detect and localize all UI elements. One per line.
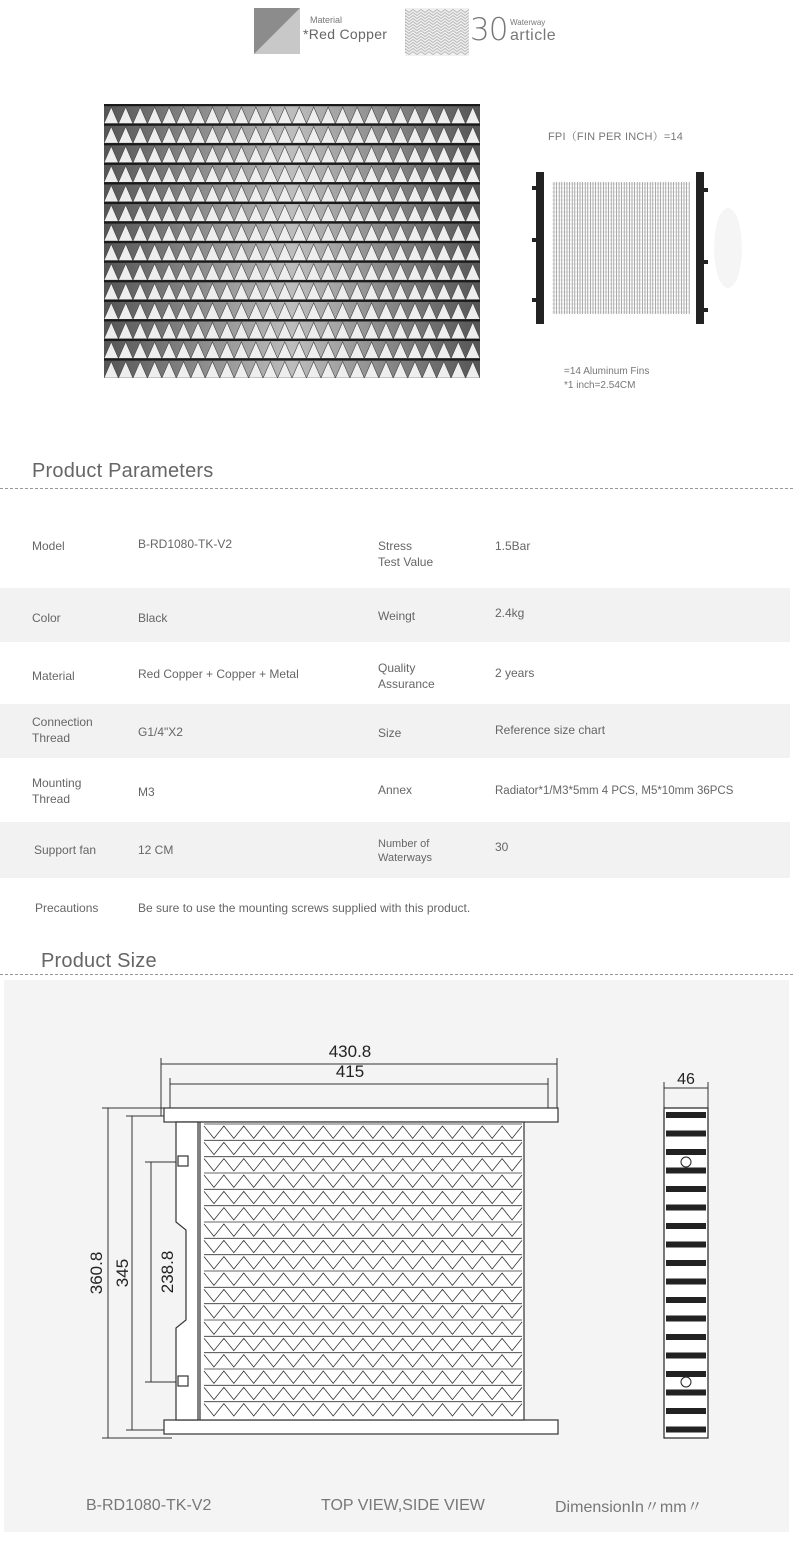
param-row-precautions <box>0 884 790 930</box>
param-label: Annex <box>378 783 413 797</box>
waterway-article: article <box>510 27 557 44</box>
param-row-fan <box>0 822 790 878</box>
param-label: Color <box>32 611 61 625</box>
fin-closeup-image <box>104 104 480 378</box>
precautions-value: Be sure to use the mounting screws supplied with this product. <box>138 901 471 915</box>
param-value: 2 years <box>495 666 535 680</box>
material-swatch-icon <box>254 8 300 54</box>
param-row-mounting <box>0 762 790 820</box>
param-label: Number of Waterways <box>378 838 432 864</box>
param-value: 1.5Bar <box>495 539 531 553</box>
waterway-number: 30 <box>470 12 508 48</box>
fin-side-view-image <box>530 168 750 328</box>
param-value: M3 <box>138 785 155 799</box>
size-title: Product Size <box>41 950 157 972</box>
caption-view: TOP VIEW,SIDE VIEW <box>321 1497 485 1514</box>
dim-width-inner: 415 <box>335 1062 365 1081</box>
param-value: 30 <box>495 840 509 854</box>
param-value: B-RD1080-TK-V2 <box>138 537 233 551</box>
waterway-wave-icon <box>405 8 469 56</box>
param-value: Reference size chart <box>495 723 606 737</box>
waterway-label: Waterway <box>510 18 546 27</box>
dim-height-inner: 345 <box>113 1258 132 1288</box>
param-value: G1/4"X2 <box>138 725 183 739</box>
param-value: 12 CM <box>138 843 174 857</box>
param-row-model <box>0 518 790 580</box>
fpi-label: FPI（FIN PER INCH）=14 <box>548 131 684 143</box>
dimension-drawing <box>4 980 789 1532</box>
fin-count-note: =14 Aluminum Fins <box>564 366 650 377</box>
material-label: Material <box>310 15 343 25</box>
param-label: Mounting Thread <box>32 776 82 806</box>
param-row-color <box>0 588 790 642</box>
param-value: 2.4kg <box>495 606 525 620</box>
param-row-material <box>0 646 790 700</box>
param-label: Quality Assurance <box>378 661 435 691</box>
size-drawing-panel <box>4 980 789 1532</box>
param-label: Stress Test Value <box>378 539 434 569</box>
dim-width-outer: 430.8 <box>328 1042 372 1061</box>
dim-thickness: 46 <box>677 1071 695 1088</box>
param-label: Material <box>32 669 75 683</box>
param-label: Connection Thread <box>32 715 93 745</box>
param-label: Weingt <box>378 609 416 623</box>
parameters-title: Product Parameters <box>32 460 214 482</box>
param-value: Radiator*1/M3*5mm 4 PCS, M5*10mm 36PCS <box>495 785 734 797</box>
dim-height-mount: 238.8 <box>158 1250 177 1294</box>
material-value: *Red Copper <box>303 26 388 42</box>
precautions-label: Precautions <box>35 901 99 915</box>
dim-height-outer: 360.8 <box>87 1251 106 1295</box>
param-label: Support fan <box>34 843 97 857</box>
param-label: Model <box>32 539 65 553</box>
param-row-connection <box>0 704 790 758</box>
param-label: Size <box>378 726 402 740</box>
material-banner <box>254 6 564 54</box>
caption-model: B-RD1080-TK-V2 <box>86 1497 212 1514</box>
parameters-divider <box>0 488 793 489</box>
caption-unit: DimensionIn〃mm〃 <box>555 1499 703 1516</box>
inch-conversion-note: *1 inch=2.54CM <box>564 380 636 391</box>
param-value: Black <box>138 611 168 625</box>
size-divider <box>0 974 793 975</box>
param-value: Red Copper + Copper + Metal <box>138 667 299 681</box>
